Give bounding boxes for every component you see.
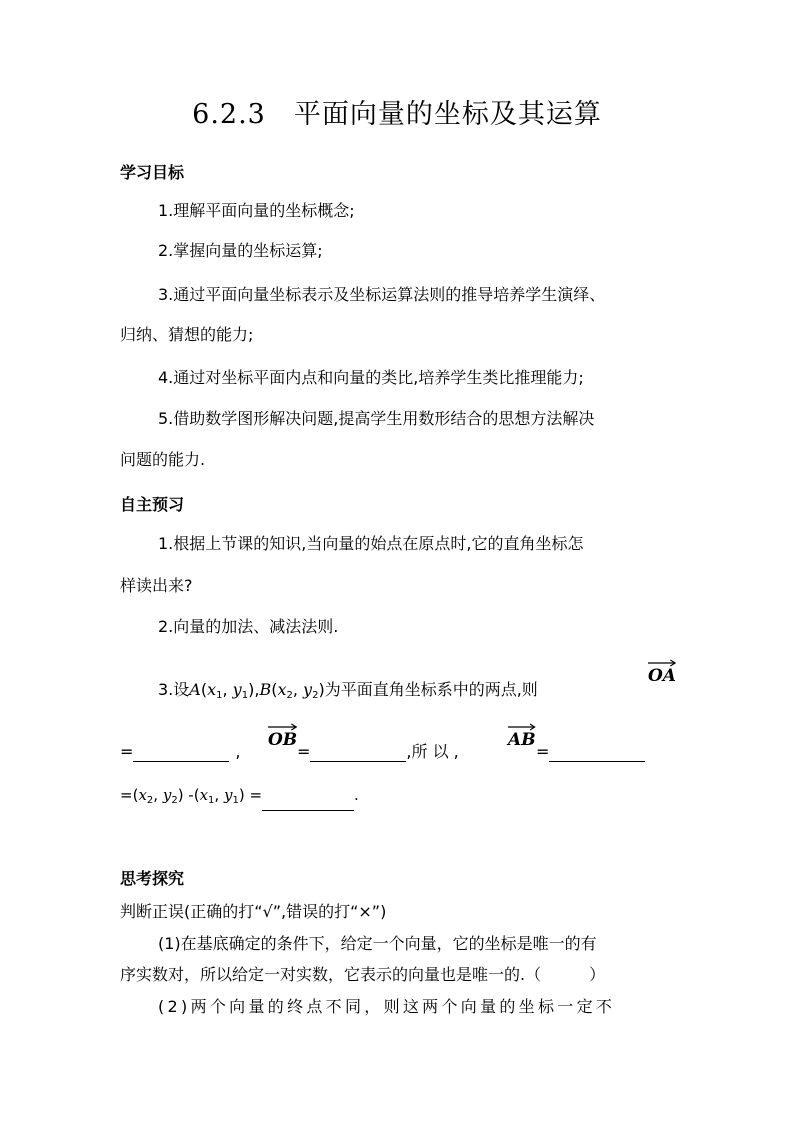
page-title: 6.2.3 平面向量的坐标及其运算 [192, 99, 602, 130]
preview-q1: 1.根据上节课的知识,当向量的始点在原点时,它的直角坐标怎 [158, 534, 584, 553]
blank-ab-eq: = [536, 742, 645, 762]
statement-1: (1)在基底确定的条件下，给定一个向量，它的坐标是唯一的有 [158, 934, 597, 953]
q3-suffix: 为平面直角坐标系中的两点,则 [324, 680, 538, 699]
preview-q3: 3.设$A(x_1$, $y_1),B(x_2$, $y_2$)为平面直角坐标系中的两点,则 [158, 680, 538, 701]
blank-oa[interactable] [133, 744, 229, 762]
blank-diff[interactable] [262, 793, 354, 811]
section-heading-goals: 学习目标 [120, 163, 185, 182]
goal-item-5-cont: 问题的能力. [120, 450, 206, 469]
difference-line: $=(x_2$, $y_2$) $-(x_1$, $y_1$) = . [120, 785, 359, 811]
blank-oa-eq: = , [120, 742, 241, 761]
goal-item-4: 4.通过对坐标平面内点和向量的类比,培养学生类比推理能力; [158, 368, 584, 387]
preview-q1-cont: 样读出来? [120, 576, 193, 595]
goal-item-2: 2.掌握向量的坐标运算; [158, 241, 323, 260]
preview-q2: 2.向量的加法、减法法则. [158, 617, 339, 636]
vector-ob: OB [268, 730, 297, 750]
goal-item-5: 5.借助数学图形解决问题,提高学生用数形结合的思想方法解决 [158, 409, 595, 428]
goal-item-3: 3.通过平面向量坐标表示及坐标运算法则的推导培养学生演绎、 [158, 285, 606, 304]
vector-ab: AB [508, 730, 536, 750]
goal-item-3-cont: 归纳、猜想的能力; [120, 325, 254, 344]
statement-2: (2)两个向量的终点不同，则这两个向量的坐标一定不 [158, 997, 616, 1016]
point-b: B [259, 680, 272, 699]
vector-arrow-icon [648, 659, 676, 667]
blank-ob-eq: = ,所 以 , [297, 742, 459, 761]
explore-intro: 判断正误(正确的打“√”,错误的打“×”) [120, 902, 387, 921]
point-a: A [189, 680, 201, 699]
section-heading-explore: 思考探究 [120, 869, 185, 888]
blank-ab[interactable] [549, 744, 645, 762]
statement-1-cont: 序实数对，所以给定一对实数，它表示的向量也是唯一的.（ ） [120, 965, 606, 984]
section-heading-preview: 自主预习 [120, 495, 185, 514]
q3-prefix: 3.设 [158, 680, 190, 699]
vector-arrow-icon [268, 723, 297, 731]
so-text: ,所 以 , [406, 742, 459, 761]
vector-arrow-icon [508, 723, 536, 731]
vector-oa: OA [648, 666, 676, 686]
blank-ob[interactable] [310, 744, 406, 762]
goal-item-1: 1.理解平面向量的坐标概念; [158, 201, 355, 220]
